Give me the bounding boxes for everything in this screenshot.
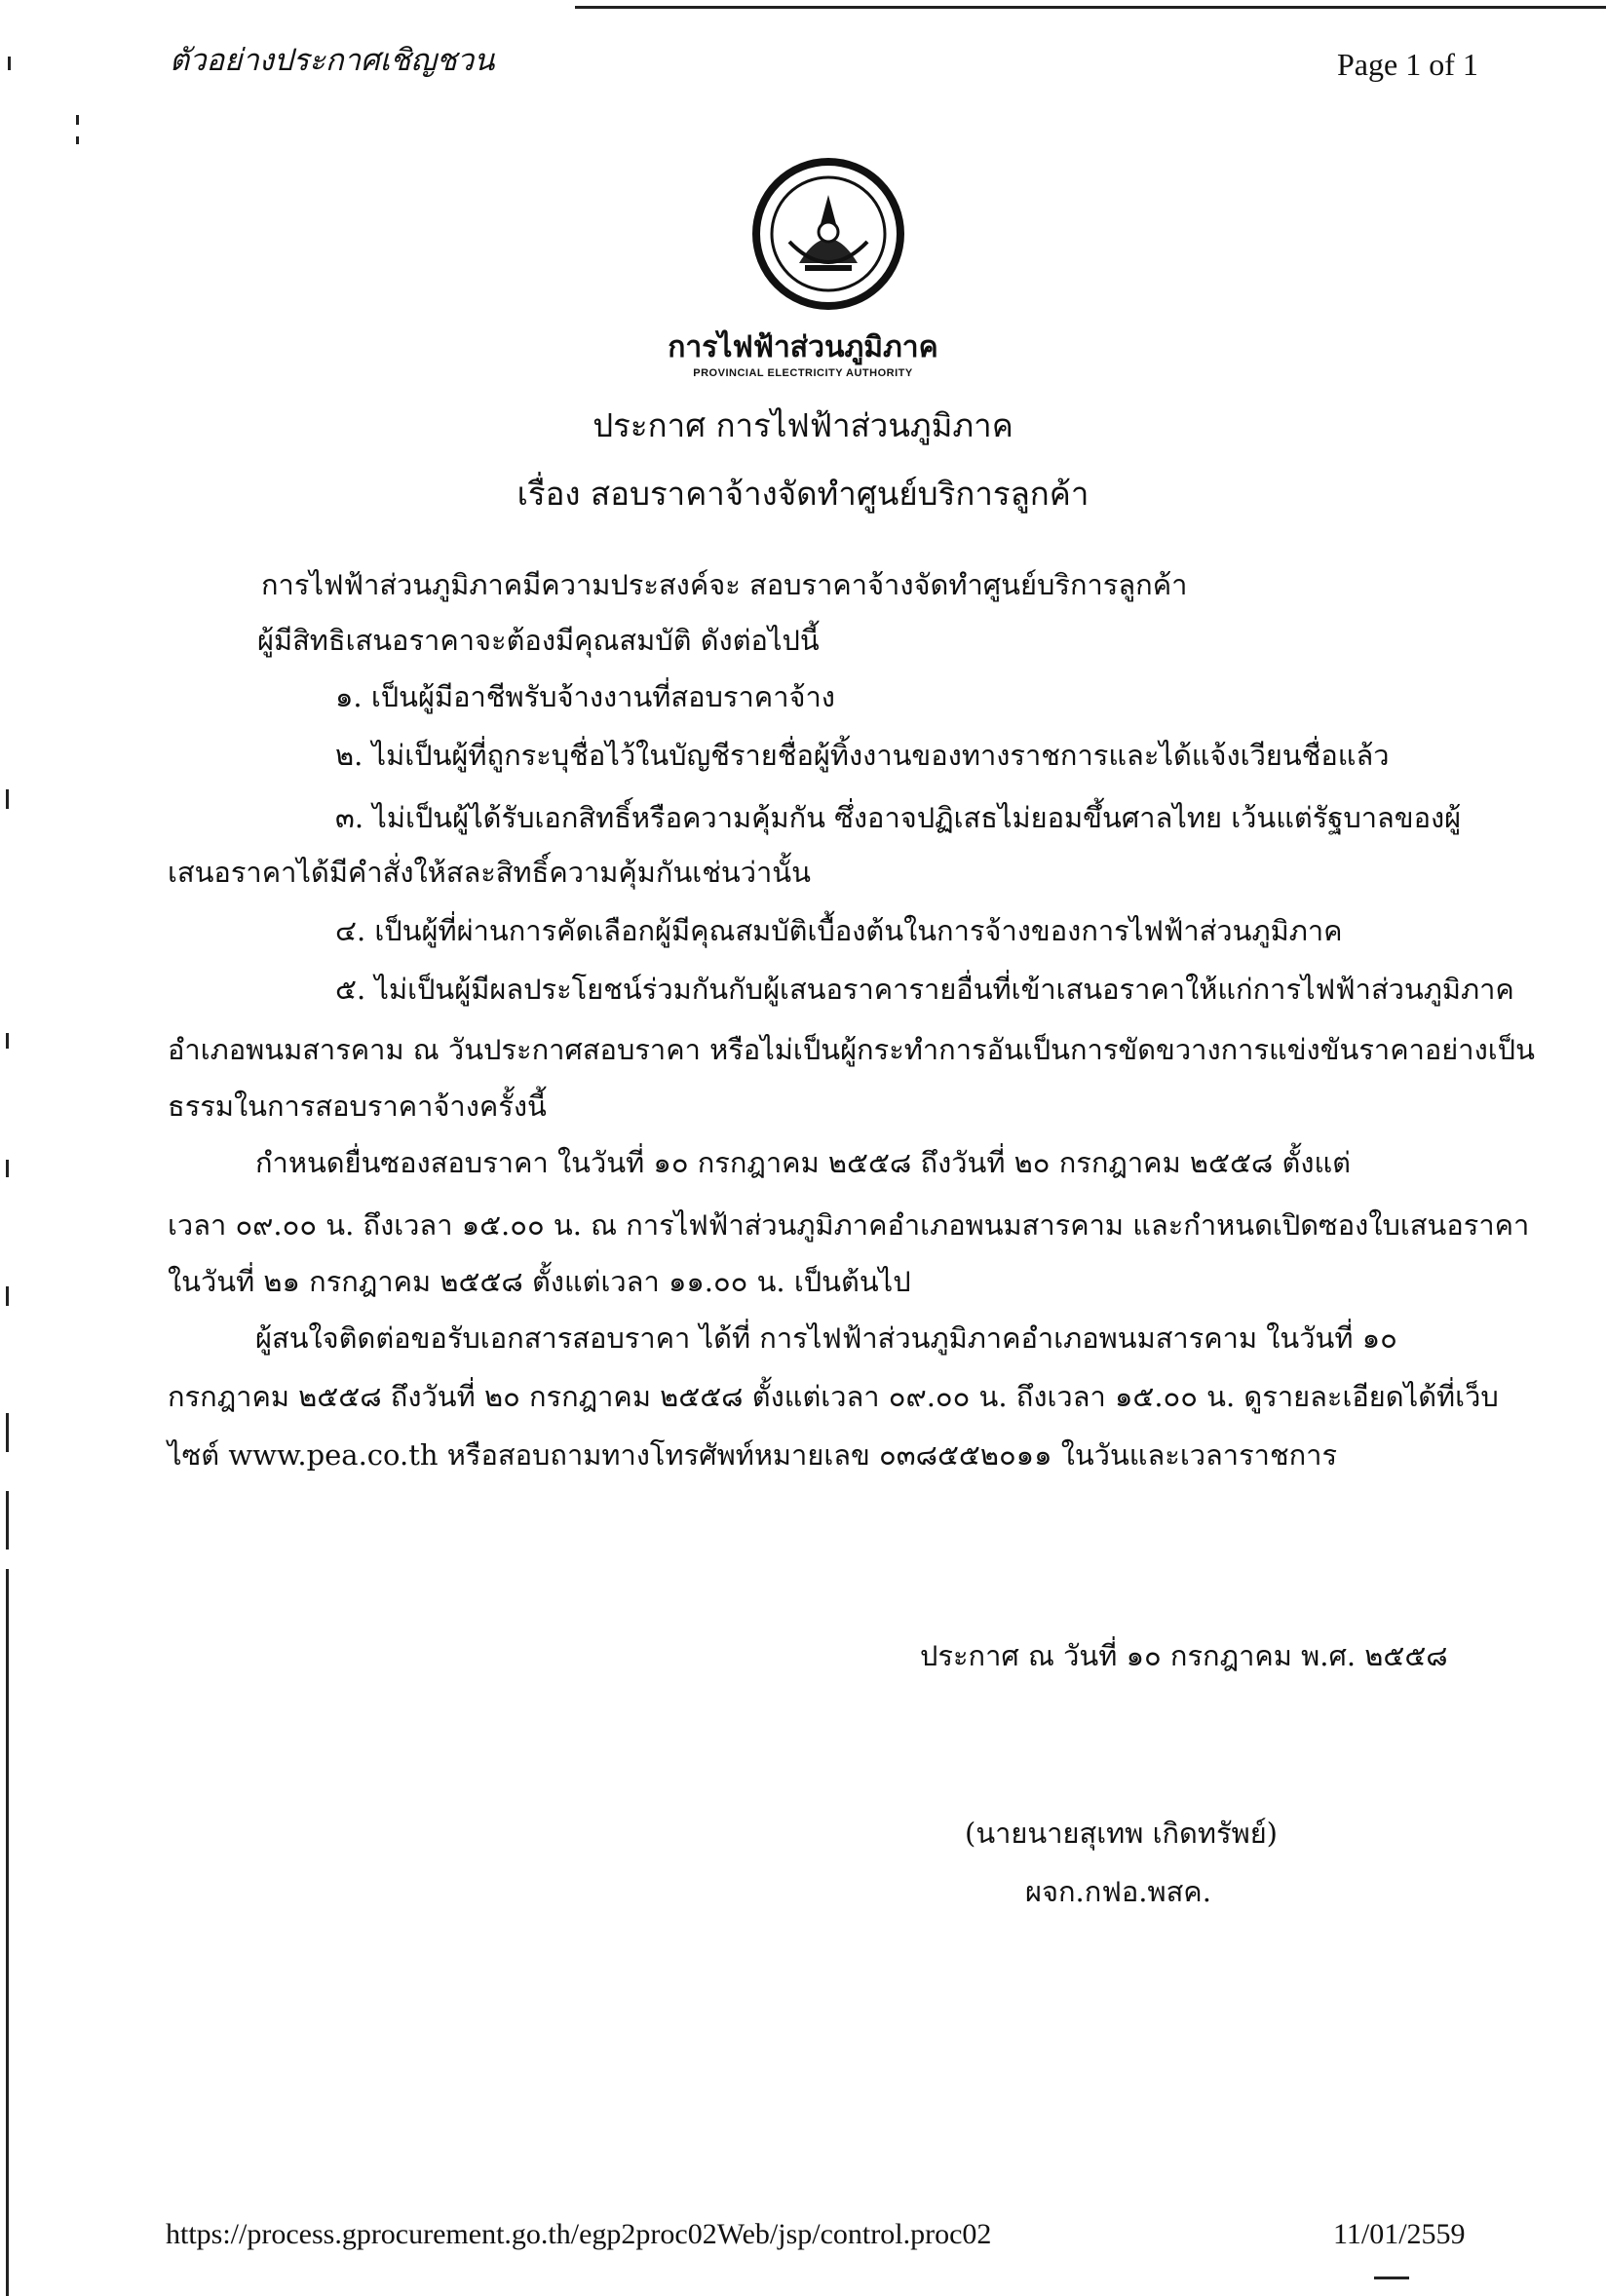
- body-line: เวลา ๐๙.๐๐ น. ถึงเวลา ๑๕.๐๐ น. ณ การไฟฟ้าส่วนภูมิภาคอำเภอพนมสารคาม และกำหนดเปิดซองใบเสนอราคา: [168, 1208, 1530, 1242]
- announcement-date: ประกาศ ณ วันที่ ๑๐ กรกฎาคม พ.ศ. ๒๕๕๘: [920, 1639, 1448, 1672]
- scan-edge-mark: [76, 136, 79, 144]
- body-line: การไฟฟ้าส่วนภูมิภาคมีความประสงค์จะ สอบราคาจ้างจัดทำศูนย์บริการลูกค้า: [261, 568, 1188, 601]
- body-line: ๑. เป็นผู้มีอาชีพรับจ้างงานที่สอบราคาจ้าง: [335, 680, 835, 713]
- scan-edge-mark: [6, 1286, 9, 1306]
- scan-edge-mark: [6, 1491, 9, 1550]
- scan-edge-mark: [76, 115, 79, 125]
- footer-date: 11/01/2559: [1333, 2218, 1466, 2250]
- scan-edge-mark: [8, 57, 11, 70]
- scan-edge-bar: [6, 1569, 9, 2296]
- body-line: กรกฎาคม ๒๕๕๘ ถึงวันที่ ๒๐ กรกฎาคม ๒๕๕๘ ตั้งแต่เวลา ๐๙.๐๐ น. ถึงเวลา ๑๕.๐๐ น. ดูรายละเอียดได้ที่เว็บ: [168, 1380, 1499, 1413]
- body-line: ไซต์ www.pea.co.th หรือสอบถามทางโทรศัพท์หมายเลข ๐๓๘๕๕๒๐๑๑ ในวันและเวลาราชการ: [168, 1438, 1338, 1472]
- body-line: ๔. เป็นผู้ที่ผ่านการคัดเลือกผู้มีคุณสมบัติเบื้องต้นในการจ้างของการไฟฟ้าส่วนภูมิภาค: [335, 914, 1343, 947]
- footer-mark: [1374, 2277, 1409, 2279]
- signer-title: ผจก.กฟอ.พสค.: [1025, 1875, 1211, 1908]
- body-line: อำเภอพนมสารคาม ณ วันประกาศสอบราคา หรือไม่เป็นผู้กระทำการอันเป็นการขัดขวางการแข่งขันราคาอย่างเป็น: [168, 1033, 1535, 1066]
- header-label: ตัวอย่างประกาศเชิญชวน: [170, 43, 495, 78]
- body-line: ในวันที่ ๒๑ กรกฎาคม ๒๕๕๘ ตั้งแต่เวลา ๑๑.๐๐ น. เป็นต้นไป: [168, 1265, 911, 1298]
- body-line: ๕. ไม่เป็นผู้มีผลประโยชน์ร่วมกันกับผู้เสนอราคารายอื่นที่เข้าเสนอราคาให้แก่การไฟฟ้าส่วนภูมิภาค: [335, 973, 1514, 1006]
- body-line: ผู้สนใจติดต่อขอรับเอกสารสอบราคา ได้ที่ การไฟฟ้าส่วนภูมิภาคอำเภอพนมสารคาม ในวันที่ ๑๐: [255, 1321, 1397, 1355]
- pea-seal-logo-icon: [750, 156, 906, 312]
- scan-edge-mark: [6, 1413, 9, 1452]
- page-indicator: Page 1 of 1: [1337, 47, 1478, 82]
- signer-name: (นายนายสุเทพ เกิดทรัพย์): [965, 1817, 1278, 1850]
- scan-edge-mark: [6, 1160, 9, 1177]
- scan-top-border: [575, 6, 1606, 9]
- organization-name-en: PROVINCIAL ELECTRICITY AUTHORITY: [693, 367, 913, 379]
- body-line: ธรรมในการสอบราคาจ้างครั้งนี้: [168, 1090, 547, 1123]
- body-line: ผู้มีสิทธิเสนอราคาจะต้องมีคุณสมบัติ ดังต่อไปนี้: [257, 624, 820, 657]
- body-line: ๓. ไม่เป็นผู้ได้รับเอกสิทธิ์หรือความคุ้มกัน ซึ่งอาจปฏิเสธไม่ยอมขึ้นศาลไทย เว้นแต่รัฐบาลของผู้: [335, 801, 1462, 834]
- organization-name-th: การไฟฟ้าส่วนภูมิภาค: [668, 330, 938, 364]
- announcement-title: ประกาศ การไฟฟ้าส่วนภูมิภาค: [593, 406, 1013, 444]
- scan-edge-mark: [6, 1033, 9, 1049]
- footer-url: https://process.gprocurement.go.th/egp2proc02Web/jsp/control.proc02: [166, 2218, 992, 2250]
- announcement-subject: เรื่อง สอบราคาจ้างจัดทำศูนย์บริการลูกค้า: [516, 475, 1090, 513]
- body-line: กำหนดยื่นซองสอบราคา ในวันที่ ๑๐ กรกฎาคม ๒๕๕๘ ถึงวันที่ ๒๐ กรกฎาคม ๒๕๕๘ ตั้งแต่: [255, 1146, 1352, 1179]
- body-line: ๒. ไม่เป็นผู้ที่ถูกระบุชื่อไว้ในบัญชีรายชื่อผู้ทิ้งงานของทางราชการและได้แจ้งเวียนชื่อแล้ว: [335, 739, 1390, 772]
- body-line: เสนอราคาได้มีคำสั่งให้สละสิทธิ์ความคุ้มกันเช่นว่านั้น: [168, 856, 811, 889]
- scan-edge-mark: [6, 789, 9, 809]
